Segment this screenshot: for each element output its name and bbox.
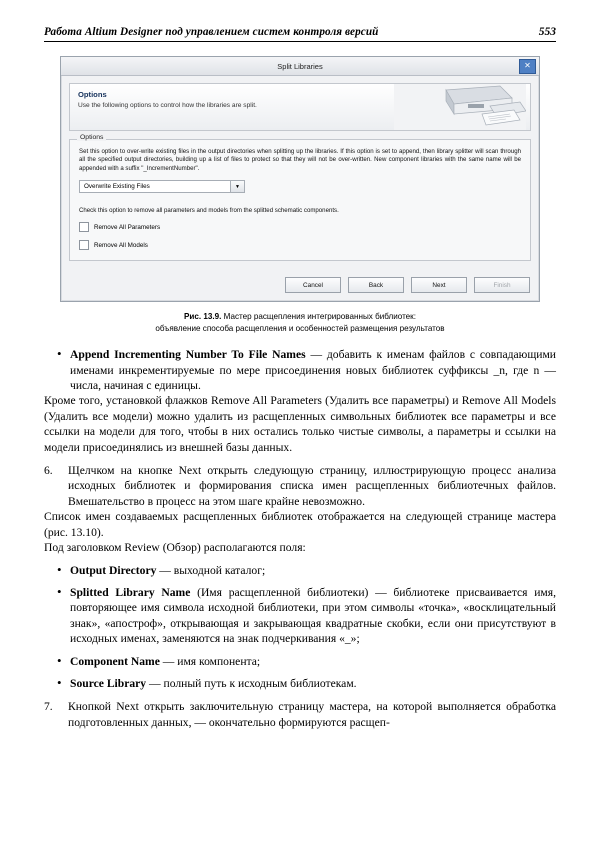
field-term-component-name: Component Name <box>70 654 160 668</box>
list-item <box>44 563 556 578</box>
dialog-body <box>61 76 539 270</box>
header-title: Работа Altium Designer под управлением систем контроля версий <box>44 26 379 38</box>
item-7-number: 7. <box>44 700 53 714</box>
options-description: Set this option to over-write existing files in the output directories when splitting up the libraries. If this option is set to append, then library splitter will scan through all the specified output directories, building up a list of files to protect so that they will not be over-written. New component libraries with the same name will be appended with a suffix "_IncrementNumber". <box>79 148 521 172</box>
finish-button: Finish <box>474 277 530 293</box>
bullet-list-first <box>44 347 556 393</box>
paragraph-review: Под заголовком Review (Обзор) располагаются поля: <box>44 541 306 555</box>
list-item <box>44 585 556 647</box>
bullet-list-review-fields <box>44 563 556 692</box>
numbered-item-6 <box>44 463 556 509</box>
field-term-output-directory: Output Directory <box>70 563 157 577</box>
field-term-splitted-library-name: Splitted Library Name <box>70 585 191 599</box>
remove-all-models-label: Remove All Models <box>94 241 148 249</box>
banner-subtext: Use the following options to control how the libraries are split. <box>78 102 257 109</box>
list-item <box>44 654 556 669</box>
figure-caption <box>44 311 556 334</box>
caption-number: Рис. 13.9. <box>184 312 222 322</box>
dialog-titlebar <box>61 57 539 76</box>
remove-all-models-row[interactable] <box>79 240 521 250</box>
next-button[interactable]: Next <box>411 277 467 293</box>
options-panel <box>69 134 531 261</box>
banner-heading: Options <box>78 90 107 99</box>
field-desc-splitted-library-name: (Имя расщепленной библиотеки) — библиотеке присваивается имя, повторяющее имя символа исходной библиотеки, при этом символы «точка», «восклицательный знак», «апостроф», открывающая и закрывающая квадратные скобки, если они присутствуют в исходных именах, заменяются на знак подчеркивания «_»; <box>70 585 556 646</box>
dialog-title: Split Libraries <box>277 61 323 71</box>
options-banner <box>69 83 531 131</box>
banner-illustration <box>394 84 526 131</box>
list-item <box>44 347 556 393</box>
item-7-text: Кнопкой Next открыть заключительную страницу мастера, на которой выполняется обработка подготовленных данных, — окончательно формируются расщеп- <box>68 700 556 729</box>
overwrite-mode-select[interactable] <box>79 180 245 193</box>
caption-line1: Мастер расщепления интегрированных библиотек: <box>221 312 416 322</box>
cancel-button[interactable]: Cancel <box>285 277 341 293</box>
numbered-item-7 <box>44 699 556 730</box>
caption-line2: объявление способа расщепления и особенностей размещения результатов <box>155 323 445 333</box>
remove-all-parameters-label: Remove All Parameters <box>94 223 161 231</box>
list-item <box>44 676 556 691</box>
page-number: 553 <box>538 26 556 38</box>
running-header <box>44 26 556 42</box>
close-icon[interactable]: ✕ <box>519 59 536 74</box>
body-content <box>44 347 556 730</box>
remove-description: Check this option to remove all parameters and models from the splitted schematic components. <box>79 207 339 215</box>
field-term-source-library: Source Library <box>70 676 147 690</box>
dialog-footer <box>61 270 539 301</box>
bullet1-term: Append Incrementing Number To File Names <box>70 348 306 362</box>
item-6-text: Щелчком на кнопке Next открыть следующую страницу, иллюстрирующую процесс анализа исходных библиотек и формирования списка имен расщепленных библиотечных файлов. Вмешательство в процесс на этом шаге крайне невозможно. <box>68 464 556 508</box>
overwrite-mode-value: Overwrite Existing Files <box>84 183 150 191</box>
options-panel-legend: Options <box>77 134 106 141</box>
figure-split-libraries <box>44 56 556 302</box>
remove-all-parameters-checkbox[interactable] <box>79 222 89 232</box>
paragraph-list-names: Список имен создаваемых расщепленных библиотек отображается на следующей странице мастера (рис. 13.10). <box>44 510 556 539</box>
remove-all-models-checkbox[interactable] <box>79 240 89 250</box>
paragraph-moreover: Кроме того, установкой флажков Remove All Parameters (Удалить все параметры) и Remove All Models (Удалить все модели) можно удалить из расщепленных символьных библиотек все параметры и все ссылки на модели для того, чтобы в них остались только чистые символы, а параметры и ссылки на модели присоединялись из внешней базы данных. <box>44 394 556 454</box>
back-button[interactable]: Back <box>348 277 404 293</box>
item-6-number: 6. <box>44 464 53 478</box>
split-libraries-dialog <box>60 56 540 302</box>
field-desc-component-name: — имя компонента; <box>159 654 261 668</box>
field-desc-source-library: — полный путь к исходным библиотекам. <box>146 676 357 690</box>
bullet1-text: — добавить к именам файлов с совпадающими именами инкрементируемые по мере присоединения новых библиотек суффиксы _n, где n — числа, начиная с единицы. <box>70 348 556 393</box>
remove-all-parameters-row[interactable] <box>79 222 521 232</box>
field-desc-output-directory: — выходной каталог; <box>156 563 266 577</box>
chevron-down-icon[interactable]: ▼ <box>230 181 244 192</box>
